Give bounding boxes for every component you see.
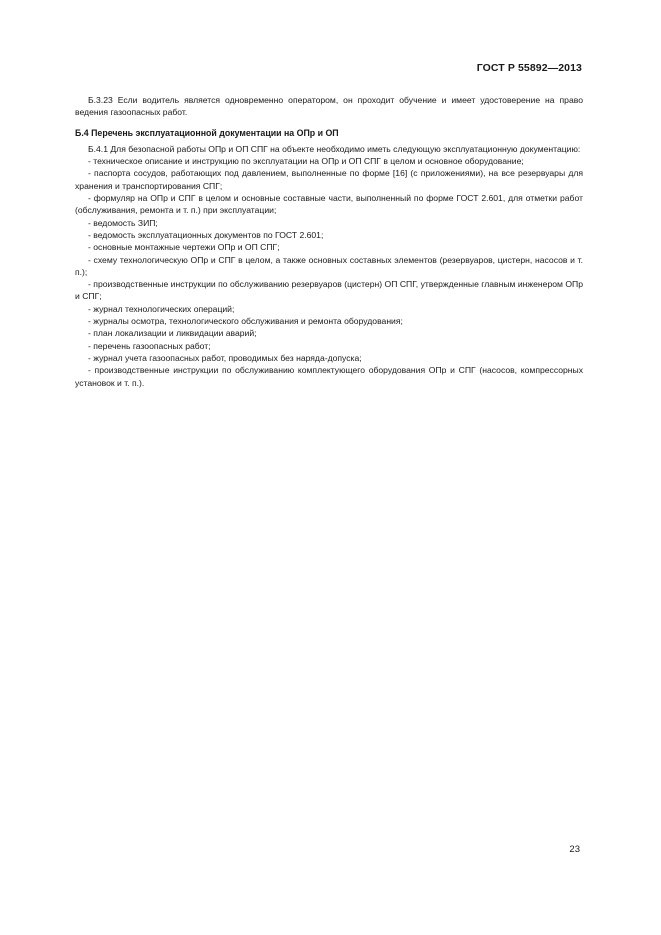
list-item: - паспорта сосудов, работающих под давлением, выполненные по форме [16] (с приложениями), на все резервуары для хранения и транспортирования СПГ;: [75, 168, 583, 191]
document-body: [75, 94, 583, 389]
paragraph-b3-23: Б.3.23 Если водитель является одновременно оператором, он проходит обучение и имеет удостоверение на право ведения газоопасных работ.: [75, 95, 583, 118]
document-standard-number: ГОСТ Р 55892—2013: [476, 62, 582, 74]
list-item: - план локализации и ликвидации аварий;: [88, 328, 257, 339]
list-item: - ведомость ЗИП;: [88, 217, 158, 228]
list-item: - производственные инструкции по обслуживанию комплектующего оборудования ОПр и СПГ (насосов, компрессорных установок и т. п.).: [75, 365, 583, 388]
list-item: - перечень газоопасных работ;: [88, 340, 211, 351]
paragraph-b4-1: Б.4.1 Для безопасной работы ОПр и ОП СПГ на объекте необходимо иметь следующую эксплуатационную документацию:: [88, 143, 581, 154]
list-item: - техническое описание и инструкцию по эксплуатации на ОПр и ОП СПГ в целом и основное оборудование;: [88, 156, 524, 167]
section-heading-b4: Б.4 Перечень эксплуатационной документации на ОПр и ОП: [75, 127, 339, 138]
list-item: - формуляр на ОПр и СПГ в целом и основные составные части, выполненный по форме ГОСТ 2.601, для отметки работ (обслуживания, ремонта и т. п.) при эксплуатации;: [75, 193, 583, 216]
list-item: - производственные инструкции по обслуживанию резервуаров (цистерн) ОП СПГ, утвержденные главным инженером ОПр и СПГ;: [75, 279, 583, 302]
list-item: - журнал учета газоопасных работ, проводимых без наряда-допуска;: [88, 352, 362, 363]
list-item: - ведомость эксплуатационных документов по ГОСТ 2.601;: [88, 229, 324, 240]
page-number: 23: [569, 844, 580, 855]
list-item: - основные монтажные чертежи ОПр и ОП СПГ;: [88, 242, 280, 253]
list-item: - журнал технологических операций;: [88, 303, 235, 314]
list-item: - схему технологическую ОПр и СПГ в целом, а также основных составных элементов (резервуаров, цистерн, насосов и т. п.);: [75, 254, 583, 277]
list-item: - журналы осмотра, технологического обслуживания и ремонта оборудования;: [88, 316, 403, 327]
